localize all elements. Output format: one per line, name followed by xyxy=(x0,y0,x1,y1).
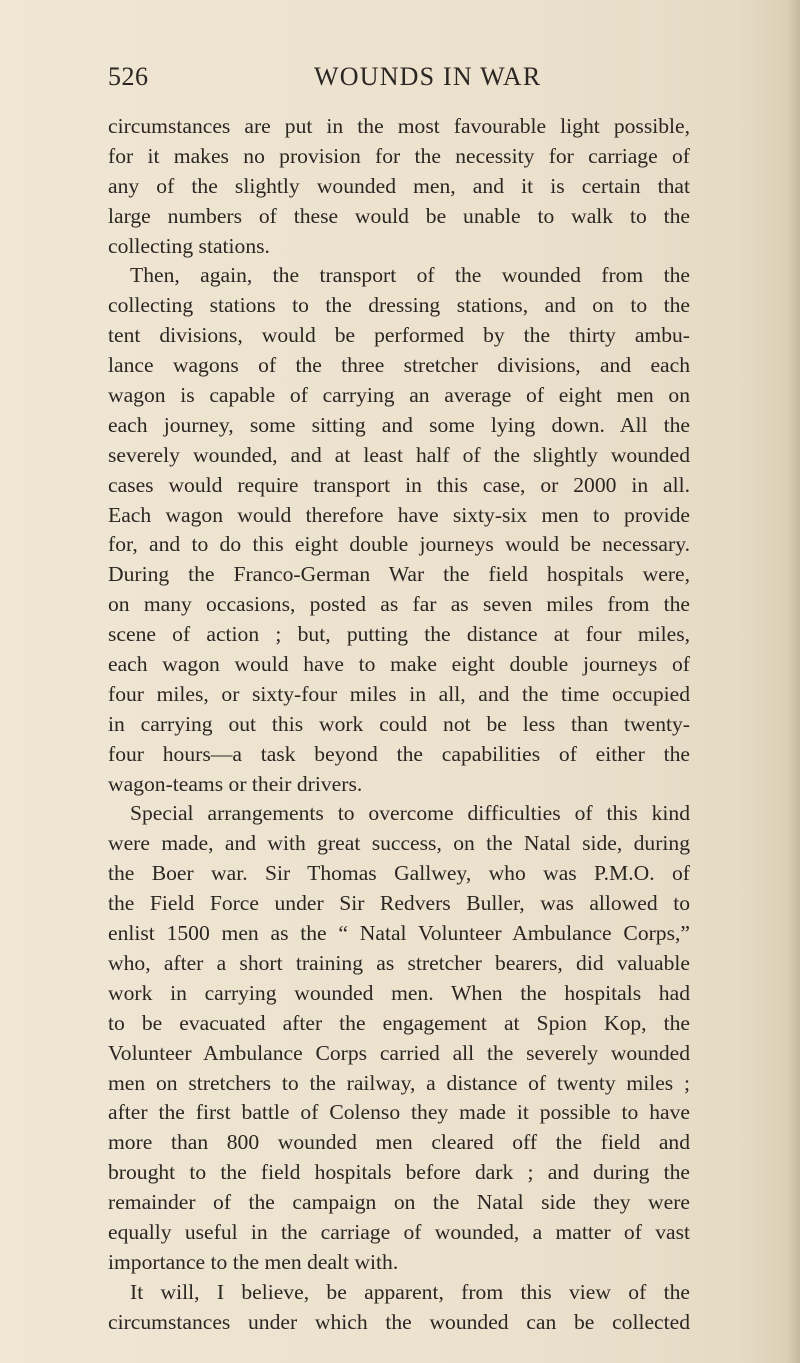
text-line: cases would require transport in this case, or 2000 in all. xyxy=(108,472,690,497)
text-line: During the Franco-German War the field hospitals were, xyxy=(108,562,690,587)
text-line: on many occasions, posted as far as seven miles from the xyxy=(108,592,690,617)
text-line: each wagon would have to make eight double journeys of xyxy=(108,652,690,677)
text-line: after the first battle of Colenso they made it possible to have xyxy=(108,1100,690,1125)
text-line: were made, and with great success, on the Natal side, during xyxy=(108,831,690,856)
text-line: the Field Force under Sir Redvers Buller, was allowed to xyxy=(108,891,690,916)
text-line: four hours—a task beyond the capabilities of either the xyxy=(108,741,690,766)
text-line: Then, again, the transport of the wounded from the xyxy=(130,263,690,288)
text-line: wagon is capable of carrying an average of eight men on xyxy=(108,383,690,408)
text-line: collecting stations to the dressing stations, and on to the xyxy=(108,293,690,318)
text-line: brought to the field hospitals before dark ; and during the xyxy=(108,1160,690,1185)
page-header xyxy=(108,62,688,98)
text-line: men on stretchers to the railway, a distance of twenty miles ; xyxy=(108,1070,690,1095)
text-line: scene of action ; but, putting the distance at four miles, xyxy=(108,622,690,647)
text-line: any of the slightly wounded men, and it is certain that xyxy=(108,173,690,198)
text-line: large numbers of these would be unable to walk to the xyxy=(108,203,690,228)
text-line: collecting stations. xyxy=(108,233,270,258)
text-line: enlist 1500 men as the “ Natal Volunteer Ambulance Corps,” xyxy=(108,921,690,946)
text-line: Volunteer Ambulance Corps carried all the severely wounded xyxy=(108,1040,690,1065)
text-line: circumstances under which the wounded can be collected xyxy=(108,1309,690,1334)
text-line: the Boer war. Sir Thomas Gallwey, who was P.M.O. of xyxy=(108,861,690,886)
text-line: in carrying out this work could not be less than twenty- xyxy=(108,711,690,736)
text-line: to be evacuated after the engagement at Spion Kop, the xyxy=(108,1010,690,1035)
page-edge-shadow xyxy=(786,0,800,1363)
text-line: equally useful in the carriage of wounded, a matter of vast xyxy=(108,1219,690,1244)
text-line: remainder of the campaign on the Natal side they were xyxy=(108,1190,690,1215)
body-text xyxy=(108,112,690,1338)
text-line: importance to the men dealt with. xyxy=(108,1249,399,1274)
text-line: for, and to do this eight double journeys would be necessary. xyxy=(108,532,690,557)
text-line: lance wagons of the three stretcher divisions, and each xyxy=(108,353,690,378)
text-line: more than 800 wounded men cleared off the field and xyxy=(108,1130,690,1155)
text-line: Special arrangements to overcome difficulties of this kind xyxy=(130,801,690,826)
text-line: each journey, some sitting and some lying down. All the xyxy=(108,412,690,437)
text-line: circumstances are put in the most favourable light possible, xyxy=(108,114,690,138)
text-line: Each wagon would therefore have sixty-six men to provide xyxy=(108,502,690,527)
page-number: 526 xyxy=(108,62,149,91)
text-line: who, after a short training as stretcher bearers, did valuable xyxy=(108,950,690,975)
text-line: severely wounded, and at least half of the slightly wounded xyxy=(108,442,690,467)
text-line: wagon-teams or their drivers. xyxy=(108,771,363,796)
text-line: four miles, or sixty-four miles in all, and the time occupied xyxy=(108,681,690,706)
text-line: work in carrying wounded men. When the hospitals had xyxy=(108,980,690,1005)
text-line: It will, I believe, be apparent, from this view of the xyxy=(130,1279,690,1304)
text-line: tent divisions, would be performed by the thirty ambu- xyxy=(108,323,690,348)
text-line: for it makes no provision for the necessity for carriage of xyxy=(108,143,690,168)
running-title: WOUNDS IN WAR xyxy=(314,62,542,91)
